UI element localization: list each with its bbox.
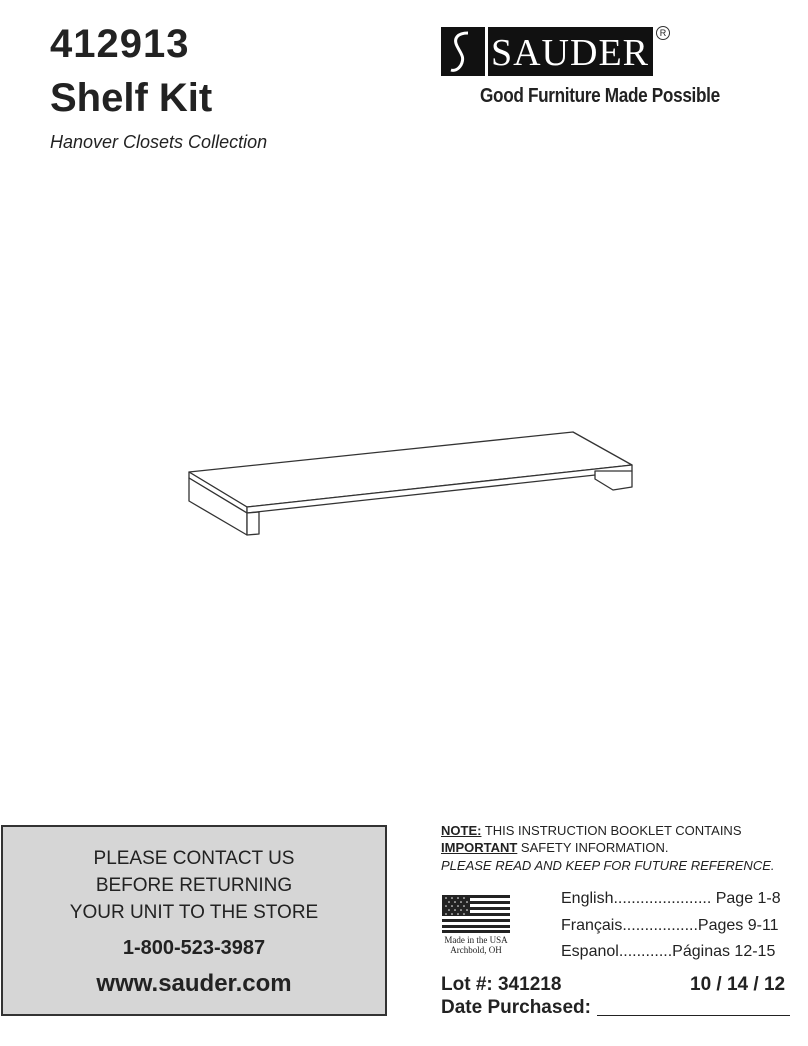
us-flag-icon xyxy=(442,895,510,933)
note-label: NOTE: xyxy=(441,823,482,838)
made-line: Made in the USA xyxy=(444,935,508,945)
sauder-logo xyxy=(441,27,653,76)
note-text xyxy=(441,822,801,856)
collection-name: Hanover Closets Collection xyxy=(50,132,268,152)
keep-reference-text: PLEASE READ AND KEEP FOR FUTURE REFERENCE. xyxy=(441,858,775,873)
logo-wordmark: SAUDER xyxy=(490,32,650,74)
contact-line: BEFORE RETURNING xyxy=(95,875,293,896)
lot-number: Lot #: 341218 xyxy=(441,974,562,995)
language-french[interactable]: Français.................Pages 9-11 xyxy=(561,917,779,934)
made-location: Archbold, OH xyxy=(450,945,502,955)
note-body: THIS INSTRUCTION BOOKLET CONTAINS xyxy=(481,823,742,838)
made-in-usa-caption xyxy=(436,935,516,955)
date-code: 10 / 14 / 12 xyxy=(690,974,786,995)
brand-tagline: Good Furniture Made Possible xyxy=(480,85,720,107)
language-english[interactable]: English...................... Page 1-8 xyxy=(561,890,781,907)
phone-number[interactable]: 1-800-523-3987 xyxy=(122,937,266,959)
important-body: SAFETY INFORMATION. xyxy=(517,840,669,855)
date-purchased-field[interactable] xyxy=(597,1015,790,1016)
logo-divider xyxy=(485,27,488,76)
product-title: Shelf Kit xyxy=(50,76,213,120)
date-purchased-label: Date Purchased: xyxy=(441,997,591,1018)
language-spanish[interactable]: Espanol............Páginas 12-15 xyxy=(561,943,776,960)
contact-line: PLEASE CONTACT US xyxy=(93,848,295,869)
sauder-s-mark-icon xyxy=(441,27,483,76)
shelf-illustration xyxy=(185,425,645,540)
contact-line: YOUR UNIT TO THE STORE xyxy=(69,902,319,923)
model-number: 412913 xyxy=(50,22,190,66)
registered-mark: R xyxy=(656,26,670,40)
important-label: IMPORTANT xyxy=(441,840,518,855)
contact-panel xyxy=(1,825,387,1016)
website-link[interactable]: www.sauder.com xyxy=(96,970,292,997)
